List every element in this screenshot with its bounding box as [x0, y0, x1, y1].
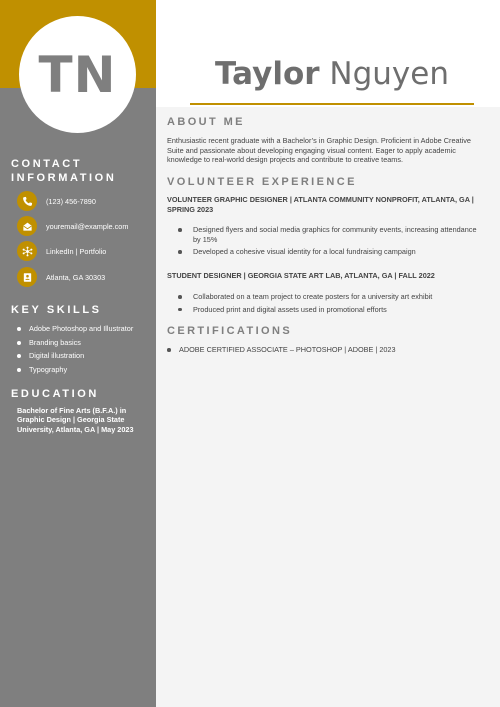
- skill-item: Adobe Photoshop and Illustrator: [17, 322, 133, 336]
- candidate-name: [190, 54, 474, 94]
- contact-links: [17, 241, 152, 261]
- address-text: Atlanta, GA 30303: [46, 272, 106, 282]
- name-underline: [190, 103, 474, 105]
- skill-item: Typography: [17, 363, 133, 377]
- skills-heading: KEY SKILLS: [11, 304, 102, 316]
- education-heading: EDUCATION: [11, 388, 99, 400]
- phone-icon: [17, 191, 37, 211]
- certification-item: ADOBE CERTIFIED ASSOCIATE – PHOTOSHOP | ADOBE | 2023: [167, 345, 396, 354]
- skill-item: Branding basics: [17, 336, 133, 350]
- role-bullets: [178, 292, 478, 317]
- contact-address: [17, 267, 152, 287]
- contact-heading-line2: INFORMATION: [11, 172, 117, 184]
- list-item: Produced print and digital assets used in promotional efforts: [178, 305, 478, 315]
- last-name: Nguyen: [329, 56, 449, 92]
- role-title: STUDENT DESIGNER | GEORGIA STATE ART LAB, ATLANTA, GA | FALL 2022: [167, 271, 435, 280]
- monogram-circle: [19, 16, 136, 133]
- phone-text: (123) 456-7890: [46, 196, 96, 206]
- network-icon: [17, 241, 37, 261]
- email-icon: [17, 216, 37, 236]
- list-item: Collaborated on a team project to create posters for a university art exhibit: [178, 292, 478, 302]
- role-title: VOLUNTEER GRAPHIC DESIGNER | ATLANTA COMMUNITY NONPROFIT, ATLANTA, GA | SPRING 2023: [167, 195, 474, 214]
- monogram-initials: TN: [38, 45, 117, 104]
- role-bullets: [178, 225, 478, 260]
- contact-heading-line1: CONTACT: [11, 158, 83, 170]
- volunteer-heading: VOLUNTEER EXPERIENCE: [167, 176, 357, 188]
- first-name: Taylor: [215, 56, 320, 92]
- list-item: Developed a cohesive visual identity for a local fundraising campaign: [178, 247, 478, 257]
- email-text: youremail@example.com: [46, 221, 129, 231]
- contact-phone: [17, 191, 152, 211]
- about-heading: ABOUT ME: [167, 116, 245, 128]
- skill-item: Digital illustration: [17, 349, 133, 363]
- certifications-heading: CERTIFICATIONS: [167, 325, 293, 337]
- address-card-icon: [17, 267, 37, 287]
- contact-email: [17, 216, 152, 236]
- links-text: LinkedIn | Portfolio: [46, 246, 107, 256]
- contact-heading: [11, 157, 116, 185]
- list-item: Designed flyers and social media graphics for community events, increasing attendance by 15%: [178, 225, 478, 244]
- skills-list: [17, 322, 133, 376]
- about-text: Enthusiastic recent graduate with a Bachelor’s in Graphic Design. Proficient in Adobe Creative Suite and passionate about developing engaging visual content. Eager to apply academic knowledge to real-world design projects and contribute to creative teams.: [167, 136, 471, 165]
- education-text: Bachelor of Fine Arts (B.F.A.) in Graphic Design | Georgia State University, Atlanta, GA | May 2023: [17, 406, 134, 434]
